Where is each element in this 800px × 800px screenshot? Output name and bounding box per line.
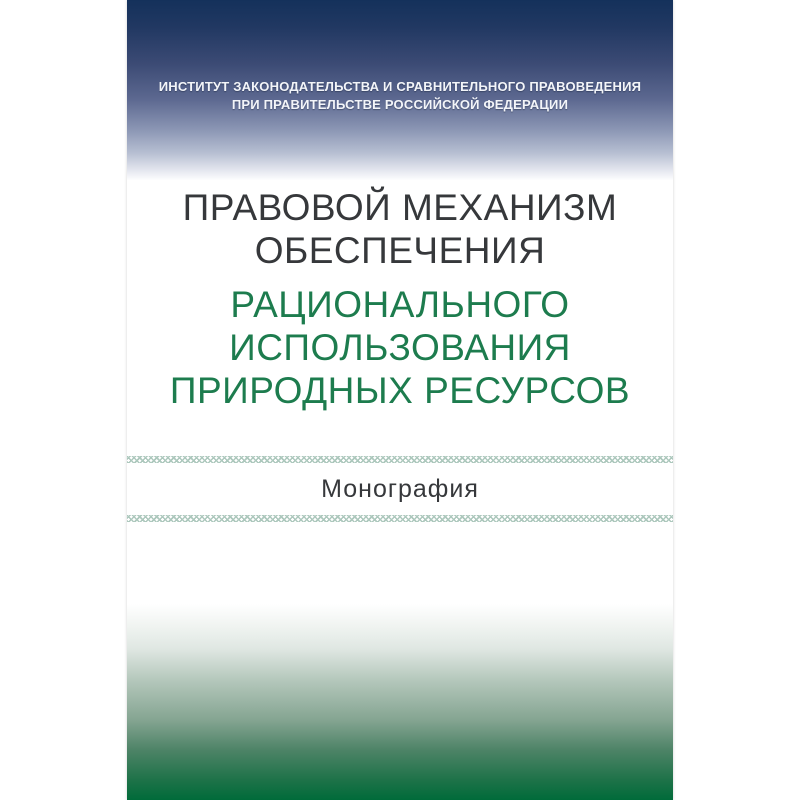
- title-green-line-1: РАЦИОНАЛЬНОГО: [230, 284, 570, 325]
- title-green-line-2: ИСПОЛЬЗОВАНИЯ: [229, 327, 571, 368]
- cover-header-band: [127, 0, 673, 180]
- subtitle-monograph: Монография: [321, 475, 479, 503]
- decorative-divider-top: [127, 456, 673, 463]
- publisher-line-2: ПРИ ПРАВИТЕЛЬСТВЕ РОССИЙСКОЙ ФЕДЕРАЦИИ: [231, 97, 569, 112]
- book-title-primary: [127, 186, 673, 272]
- publisher-line-1: ИНСТИТУТ ЗАКОНОДАТЕЛЬСТВА И СРАВНИТЕЛЬНОГО ПРАВОВЕДЕНИЯ: [158, 79, 642, 94]
- decorative-divider-bottom: [127, 515, 673, 522]
- publisher-block: [127, 78, 673, 114]
- title-dark-line-2: ОБЕСПЕЧЕНИЯ: [254, 230, 546, 271]
- book-cover: [127, 0, 673, 800]
- title-dark-line-1: ПРАВОВОЙ МЕХАНИЗМ: [182, 187, 618, 228]
- title-green-line-3: ПРИРОДНЫХ РЕСУРСОВ: [169, 370, 631, 411]
- cover-footer-band: [127, 604, 673, 800]
- book-title-accent: [127, 283, 673, 412]
